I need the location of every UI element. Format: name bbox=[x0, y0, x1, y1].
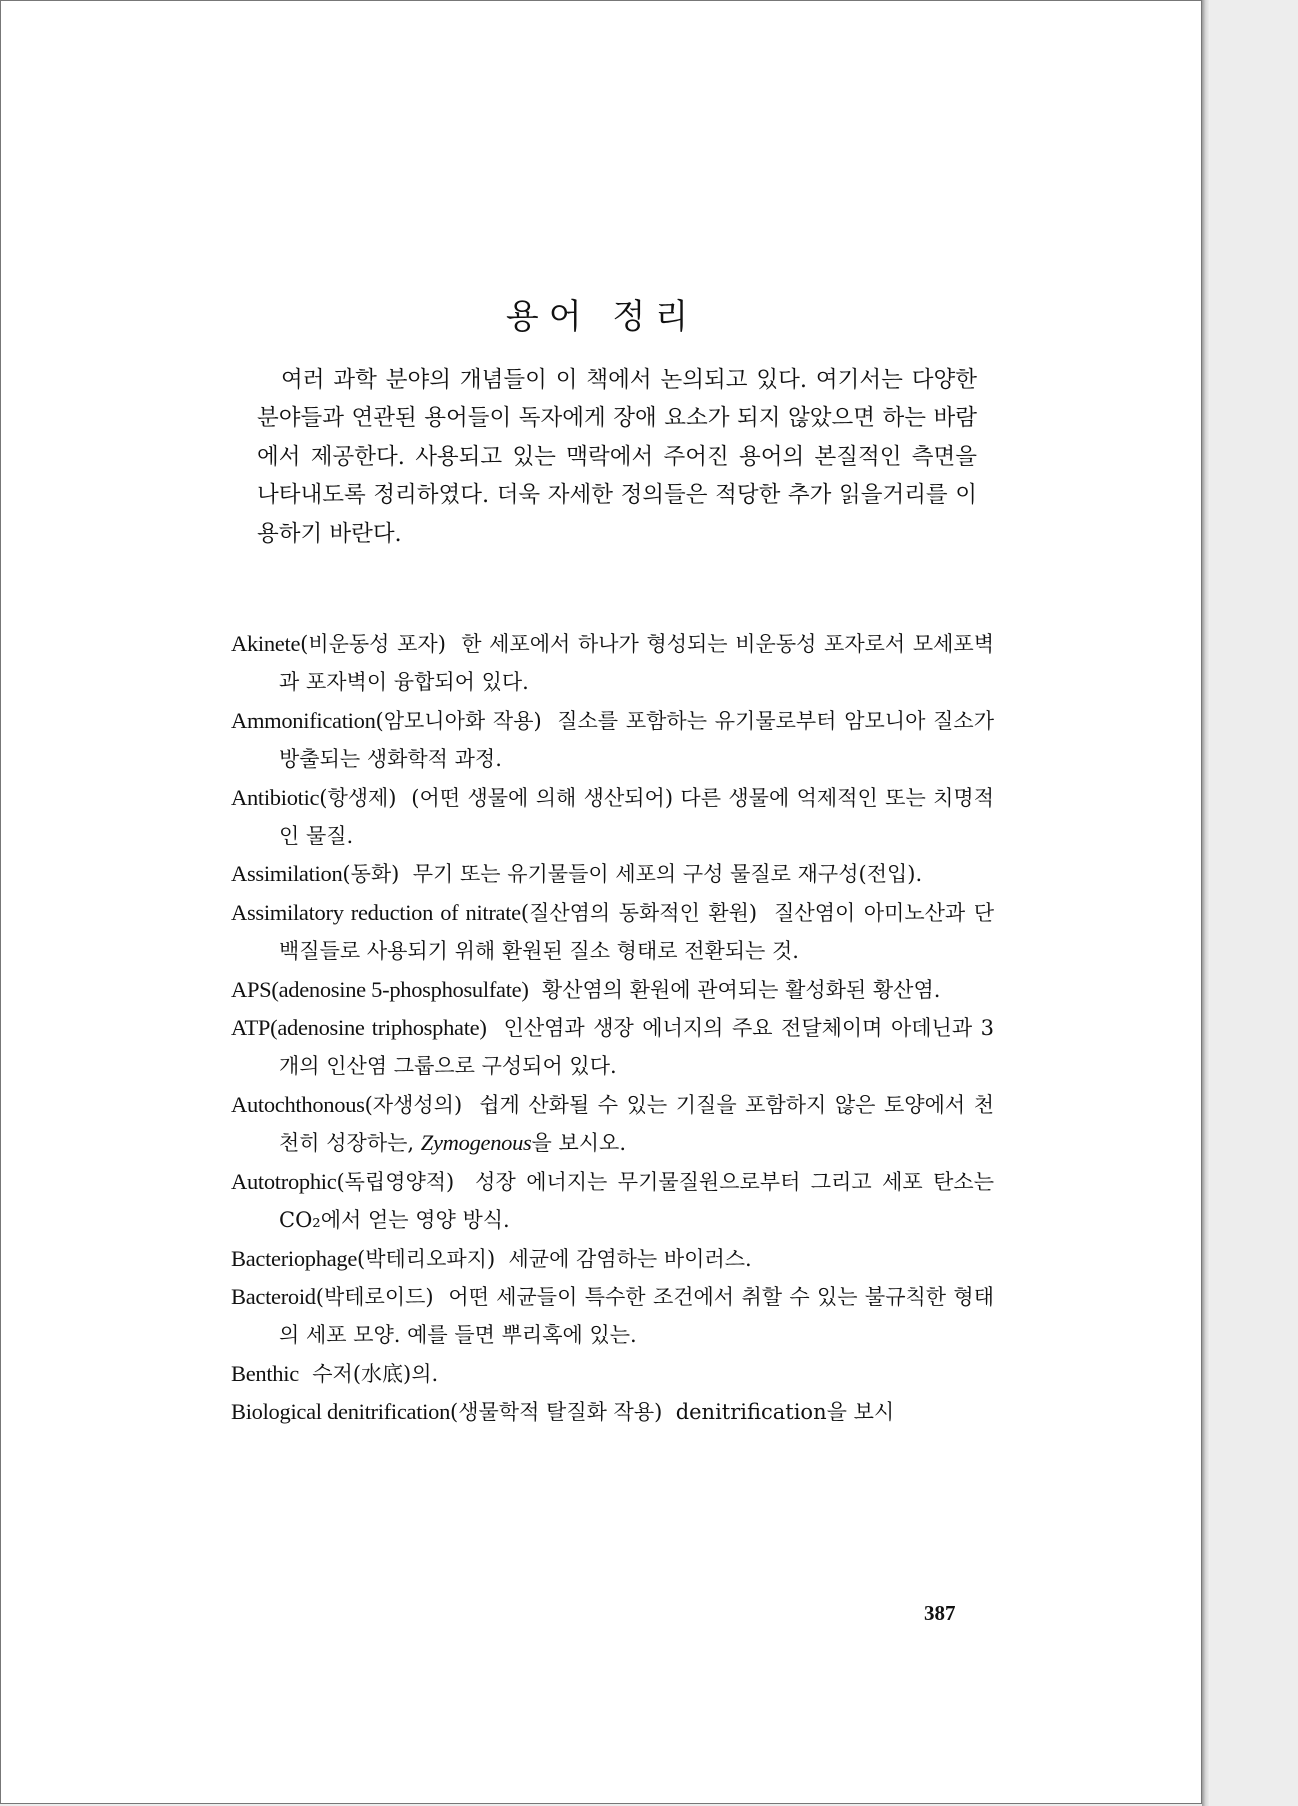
glossary-term: Bacteriophage bbox=[231, 1245, 358, 1271]
glossary-definition: 어떤 세균들이 특수한 조건에서 취할 수 있는 불규칙한 형태의 세포 모양. 예를 들면 뿌리혹에 있는. bbox=[279, 1284, 995, 1348]
glossary-definition: 질산염이 아미노산과 단백질들로 사용되기 위해 환원된 질소 형태로 전환되는 것. bbox=[279, 900, 994, 964]
glossary-term-korean: (암모니아화 작용) bbox=[375, 708, 542, 733]
glossary-entry bbox=[231, 855, 994, 893]
glossary-list bbox=[231, 625, 994, 1432]
glossary-term: Autotrophic bbox=[231, 1168, 337, 1194]
glossary-definition: 인산염과 생장 에너지의 주요 전달체이며 아데닌과 3개의 인산염 그룹으로 구성되어 있다. bbox=[279, 1016, 994, 1079]
glossary-entry bbox=[231, 1163, 994, 1240]
glossary-entry bbox=[231, 1278, 994, 1355]
page-edge-shadow bbox=[1202, 0, 1210, 1806]
glossary-entry bbox=[231, 625, 994, 702]
glossary-term: Akinete bbox=[231, 631, 301, 656]
glossary-entry bbox=[231, 1240, 994, 1278]
intro-paragraph: 여러 과학 분야의 개념들이 이 책에서 논의되고 있다. 여기서는 다양한 분야들과 연관된 용어들이 독자에게 장애 요소가 되지 않았으면 하는 바람에서 제공한다. 사용되고 있는 맥락에서 주어진 용어의 본질적인 측면을 나타내도록 정리하였다. 더욱 자세한 정의들은 적당한 추가 읽을거리를 이용하기 바란다. bbox=[257, 367, 977, 547]
glossary-entry bbox=[231, 702, 994, 779]
glossary-term-expansion: (adenosine 5-phosphosulfate) bbox=[271, 976, 529, 1002]
glossary-definition: 세균에 감염하는 바이러스. bbox=[508, 1246, 752, 1271]
glossary-term: Bacteroid bbox=[231, 1283, 316, 1309]
glossary-term: ATP bbox=[231, 1015, 271, 1041]
glossary-definition: 성장 에너지는 무기물질원으로부터 그리고 세포 탄소는 CO₂에서 얻는 영양 방식. bbox=[279, 1169, 994, 1233]
glossary-term-korean: (비운동성 포자) bbox=[300, 632, 446, 656]
glossary-term: Benthic bbox=[231, 1360, 299, 1386]
glossary-term: Assimilation bbox=[231, 861, 343, 887]
glossary-term-korean: (독립영양적) bbox=[336, 1169, 455, 1194]
glossary-term: APS bbox=[231, 976, 272, 1002]
glossary-definition: (어떤 생물에 의해 생산되어) 다른 생물에 억제적인 또는 치명적인 물질. bbox=[279, 785, 994, 849]
glossary-entry bbox=[231, 1355, 994, 1393]
glossary-entry bbox=[231, 894, 994, 971]
glossary-definition: 황산염의 환원에 관여되는 활성화된 황산염. bbox=[541, 977, 941, 1002]
cross-reference-term: Zymogenous bbox=[420, 1130, 532, 1156]
glossary-entry bbox=[231, 971, 994, 1009]
glossary-entry bbox=[231, 1009, 994, 1086]
glossary-definition: 쉽게 산화될 수 있는 기질을 포함하지 않은 토양에서 천천히 성장하는, bbox=[279, 1092, 994, 1156]
glossary-definition: 무기 또는 유기물들이 세포의 구성 물질로 재구성(전입). bbox=[412, 862, 923, 887]
glossary-term: Ammonification bbox=[231, 707, 376, 733]
glossary-term-korean: (질산염의 동화적인 환원) bbox=[520, 900, 758, 925]
glossary-term: Assimilatory reduction of nitrate bbox=[231, 899, 521, 925]
glossary-definition-tail: 을 보시오. bbox=[531, 1131, 627, 1156]
page-number: 387 bbox=[924, 1601, 956, 1625]
glossary-term-expansion: (adenosine triphosphate) bbox=[270, 1015, 487, 1041]
glossary-term: Autochthonous bbox=[231, 1091, 365, 1117]
glossary-term-korean: (생물학적 탈질화 작용) bbox=[450, 1400, 663, 1425]
glossary-entry bbox=[231, 1393, 994, 1431]
glossary-definition: denitrification을 보시 bbox=[675, 1400, 895, 1425]
glossary-entry bbox=[231, 1086, 994, 1163]
glossary-term: Biological denitrification bbox=[231, 1399, 451, 1425]
glossary-term-korean: (자생성의) bbox=[364, 1092, 463, 1117]
glossary-term-korean: (박테로이드) bbox=[315, 1284, 434, 1309]
glossary-term: Antibiotic bbox=[231, 784, 320, 810]
glossary-term-korean: (박테리오파지) bbox=[357, 1246, 496, 1271]
glossary-term-korean: (항생제) bbox=[319, 785, 397, 810]
glossary-entry bbox=[231, 779, 994, 856]
glossary-definition: 한 세포에서 하나가 형성되는 비운동성 포자로서 모세포벽과 포자벽이 융합되어 있다. bbox=[279, 632, 994, 695]
glossary-definition: 질소를 포함하는 유기물로부터 암모니아 질소가 방출되는 생화학적 과정. bbox=[279, 708, 994, 772]
page-title: 용어 정리 bbox=[505, 297, 699, 337]
glossary-definition: 수저(水底)의. bbox=[312, 1361, 439, 1386]
glossary-term-korean: (동화) bbox=[342, 862, 400, 887]
